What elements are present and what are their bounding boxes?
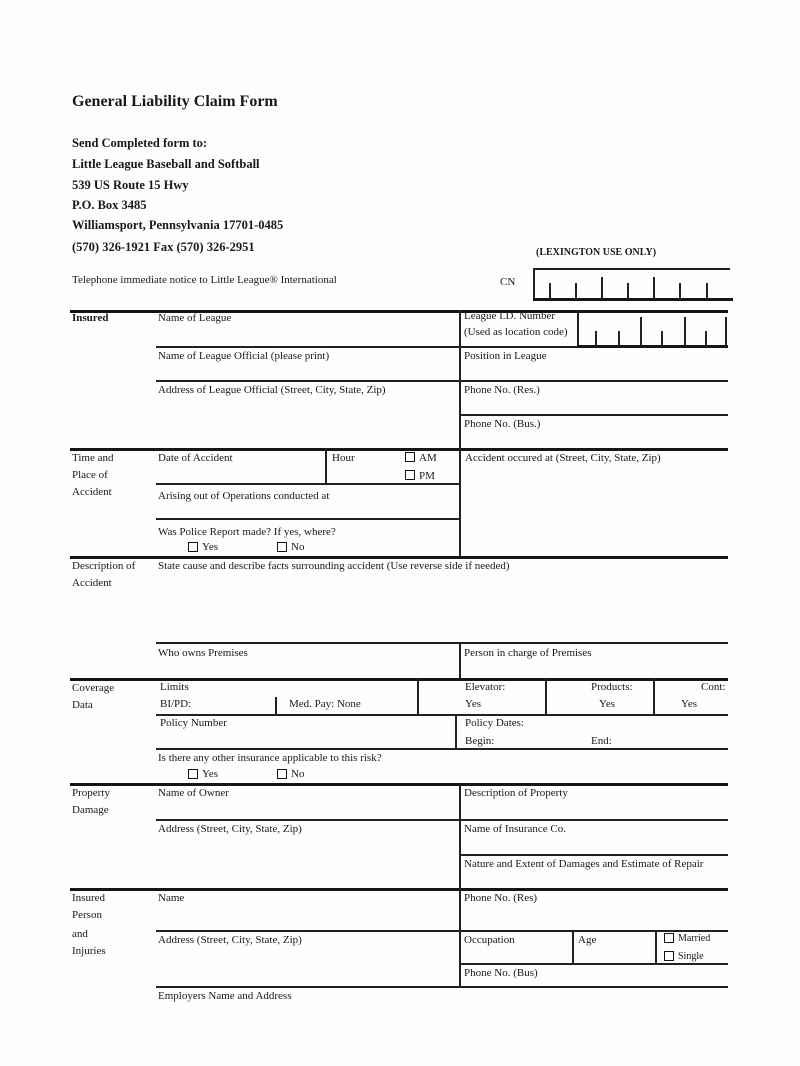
description-of-property-label: Description of Property xyxy=(464,787,568,799)
elevator-yes-value: Yes xyxy=(465,698,482,710)
insured-person-label-3: and xyxy=(72,928,88,940)
married-label: Married xyxy=(678,933,711,944)
cont-yes-value: Yes xyxy=(681,698,698,710)
v-rule xyxy=(577,310,579,347)
cont-label: Cont: xyxy=(701,681,726,693)
position-in-league-label: Position in League xyxy=(464,350,547,362)
section-rule xyxy=(70,448,728,451)
policy-dates-label: Policy Dates: xyxy=(465,717,524,729)
league-official-label: Name of League Official (please print) xyxy=(158,350,330,362)
insured-person-phone-bus-label: Phone No. (Bus) xyxy=(464,967,538,979)
single-checkbox[interactable] xyxy=(664,951,674,961)
h-rule xyxy=(156,986,728,988)
limits-label: Limits xyxy=(160,681,189,693)
married-checkbox[interactable] xyxy=(664,933,674,943)
nature-extent-damages-label: Nature and Extent of Damages and Estimate of Repair xyxy=(464,858,704,870)
hour-label: Hour xyxy=(332,452,355,464)
v-rule xyxy=(572,930,574,964)
h-rule xyxy=(460,854,728,856)
h-rule xyxy=(156,714,728,716)
policy-end-label: End: xyxy=(591,735,612,747)
employers-name-address-label: Employers Name and Address xyxy=(158,990,292,1002)
comb-tick xyxy=(705,331,707,346)
coverage-label-2: Data xyxy=(72,699,93,711)
other-insurance-question: Is there any other insurance applicable to this risk? xyxy=(158,752,382,764)
comb-tick xyxy=(684,317,686,346)
comb-tick xyxy=(725,317,727,346)
time-place-label-3: Accident xyxy=(72,486,112,498)
pm-label: PM xyxy=(419,470,435,482)
comb-tick xyxy=(549,283,551,299)
police-report-yes-label: Yes xyxy=(202,541,219,553)
v-rule xyxy=(459,642,461,678)
insured-person-name-label: Name xyxy=(158,892,185,904)
police-report-no-label: No xyxy=(291,541,305,553)
description-label-2: Accident xyxy=(72,577,112,589)
h-rule xyxy=(156,518,460,520)
elevator-label: Elevator: xyxy=(465,681,506,693)
v-rule xyxy=(275,697,277,714)
property-label-1: Property xyxy=(72,787,110,799)
accident-occurred-at-label: Accident occured at (Street, City, State, Zip) xyxy=(465,452,661,464)
org-phone-fax: (570) 326-1921 Fax (570) 326-2951 xyxy=(72,240,255,254)
police-report-yes-checkbox[interactable] xyxy=(188,542,198,552)
h-rule xyxy=(156,819,728,821)
v-rule xyxy=(459,783,461,888)
section-rule xyxy=(70,556,728,559)
cn-comb-field[interactable] xyxy=(533,268,730,299)
v-rule xyxy=(417,678,419,715)
insured-person-phone-res-label: Phone No. (Res) xyxy=(464,892,538,904)
h-rule xyxy=(533,298,733,301)
phone-res-label: Phone No. (Res.) xyxy=(464,384,540,396)
comb-tick xyxy=(640,317,642,346)
description-write-area[interactable] xyxy=(156,575,728,640)
cn-label: CN xyxy=(500,276,516,288)
org-street: 539 US Route 15 Hwy xyxy=(72,178,189,192)
insured-person-label-2: Person xyxy=(72,909,102,921)
comb-tick xyxy=(601,277,603,299)
property-address-label: Address (Street, City, State, Zip) xyxy=(158,823,302,835)
send-to-label: Send Completed form to: xyxy=(72,136,208,150)
arising-operations-label: Arising out of Operations conducted at xyxy=(158,490,330,502)
person-in-charge-label: Person in charge of Premises xyxy=(464,647,592,659)
org-city-state-zip: Williamsport, Pennsylvania 17701-0485 xyxy=(72,218,284,232)
h-rule xyxy=(156,748,728,750)
med-pay-label: Med. Pay: None xyxy=(289,698,361,710)
v-rule xyxy=(653,678,655,715)
section-rule xyxy=(70,888,728,891)
other-insurance-yes-label: Yes xyxy=(202,768,219,780)
h-rule xyxy=(156,483,460,485)
single-label: Single xyxy=(678,951,704,962)
insurance-co-label: Name of Insurance Co. xyxy=(464,823,567,835)
h-rule xyxy=(460,414,728,416)
other-insurance-no-checkbox[interactable] xyxy=(277,769,287,779)
comb-tick xyxy=(679,283,681,299)
products-label: Products: xyxy=(591,681,633,693)
lexington-use-only-label: (LEXINGTON USE ONLY) xyxy=(536,247,657,258)
v-rule xyxy=(325,448,327,484)
v-rule xyxy=(533,268,535,299)
coverage-label-1: Coverage xyxy=(72,682,115,694)
telephone-notice: Telephone immediate notice to Little League® International xyxy=(72,274,337,286)
am-checkbox[interactable] xyxy=(405,452,415,462)
name-of-owner-label: Name of Owner xyxy=(158,787,229,799)
comb-tick xyxy=(706,283,708,299)
official-address-label: Address of League Official (Street, City, State, Zip) xyxy=(158,384,386,396)
who-owns-premises-label: Who owns Premises xyxy=(158,647,248,659)
name-of-league-label: Name of League xyxy=(158,312,232,324)
age-label: Age xyxy=(578,934,597,946)
h-rule xyxy=(156,642,728,644)
v-rule xyxy=(459,310,461,448)
other-insurance-no-label: No xyxy=(291,768,305,780)
h-rule xyxy=(156,346,577,348)
insured-person-label-4: Injuries xyxy=(72,945,106,957)
property-label-2: Damage xyxy=(72,804,109,816)
comb-tick xyxy=(653,277,655,299)
policy-number-label: Policy Number xyxy=(160,717,227,729)
org-name: Little League Baseball and Softball xyxy=(72,157,260,171)
insured-person-label-1: Insured xyxy=(72,892,105,904)
league-id-label: League I.D. Number xyxy=(464,310,556,322)
insured-person-address-label: Address (Street, City, State, Zip) xyxy=(158,934,302,946)
comb-tick xyxy=(661,331,663,346)
phone-bus-label: Phone No. (Bus.) xyxy=(464,418,541,430)
h-rule xyxy=(460,963,728,965)
pm-checkbox[interactable] xyxy=(405,470,415,480)
comb-tick xyxy=(595,331,597,346)
state-cause-label: State cause and describe facts surrounding accident (Use reverse side if needed) xyxy=(158,560,510,572)
page-title: General Liability Claim Form xyxy=(72,93,278,110)
other-insurance-yes-checkbox[interactable] xyxy=(188,769,198,779)
section-rule xyxy=(70,783,728,786)
comb-tick xyxy=(618,331,620,346)
insured-section-label: Insured xyxy=(72,312,109,324)
products-yes-value: Yes xyxy=(599,698,616,710)
date-of-accident-label: Date of Accident xyxy=(158,452,233,464)
time-place-label-2: Place of xyxy=(72,469,108,481)
h-rule xyxy=(156,930,728,932)
v-rule xyxy=(545,678,547,715)
description-label-1: Description of xyxy=(72,560,136,572)
am-label: AM xyxy=(419,452,437,464)
h-rule xyxy=(156,380,728,382)
police-report-question: Was Police Report made? If yes, where? xyxy=(158,526,336,538)
time-place-label-1: Time and xyxy=(72,452,114,464)
v-rule xyxy=(459,448,461,556)
h-rule xyxy=(533,268,730,270)
occupation-label: Occupation xyxy=(464,934,515,946)
league-id-sublabel: (Used as location code) xyxy=(464,326,568,338)
v-rule xyxy=(455,714,457,749)
org-po-box: P.O. Box 3485 xyxy=(72,198,147,212)
v-rule xyxy=(655,930,657,964)
police-report-no-checkbox[interactable] xyxy=(277,542,287,552)
v-rule xyxy=(459,888,461,987)
comb-tick xyxy=(627,283,629,299)
comb-tick xyxy=(575,283,577,299)
policy-begin-label: Begin: xyxy=(465,735,495,747)
bipd-label: BI/PD: xyxy=(160,698,192,710)
